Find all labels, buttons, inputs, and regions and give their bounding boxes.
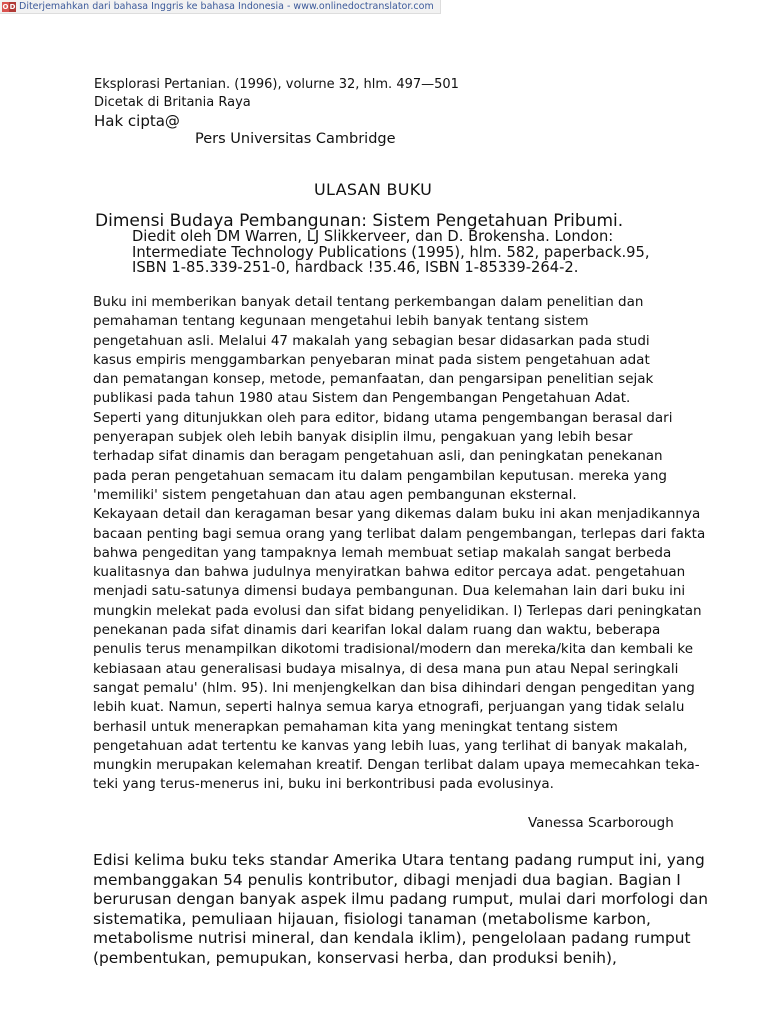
next-review-body [93, 851, 733, 968]
body-line: berhasil untuk menerapkan pemahaman kita yang meningkat tentang sistem [93, 718, 618, 735]
body-line: menjadi satu-satunya dimensi budaya pembangunan. Dua kelemahan lain dari buku ini [93, 583, 686, 600]
body-line: dan pematangan konsep, metode, pemanfaatan, dan pengarsipan penelitian sejak [93, 371, 654, 388]
body-line: Seperti yang ditunjukkan oleh para editor, bidang utama pengembangan berasal dari [93, 409, 673, 426]
body-line: penulis terus menampilkan dikotomi tradisional/modern dan mereka/kita dan kembali ke [93, 641, 694, 658]
book-title: Dimensi Budaya Pembangunan: Sistem Pengetahuan Pribumi. [95, 211, 624, 231]
journal-citation: Eksplorasi Pertanian. (1996), volurne 32, hlm. 497—501 [94, 77, 459, 92]
body-line: membanggakan 54 penulis kontributor, dibagi menjadi dua bagian. Bagian I [93, 870, 681, 889]
body-line: Kekayaan detail dan keragaman besar yang dikemas dalam buku ini akan menjadikannya [93, 506, 701, 523]
translator-banner[interactable] [0, 0, 441, 14]
body-line: kualitasnya dan bahwa judulnya menyiratkan bahwa editor percaya adat. pengetahuan [93, 564, 686, 581]
book-info-line: Intermediate Technology Publications (1995), hlm. 582, paperback.95, [132, 243, 650, 261]
body-line: pengetahuan asli. Melalui 47 makalah yang sebagian besar didasarkan pada studi [93, 332, 650, 349]
body-line: pemahaman tentang kegunaan mengetahui lebih banyak tentang sistem [93, 313, 589, 330]
body-line: sangat pemalu' (hlm. 95). Ini menjengkelkan dan bisa dihindari dengan pengeditan yang [93, 679, 695, 696]
body-line: 'memiliki' sistem pengetahuan dan atau agen pembangunan eksternal. [93, 486, 577, 503]
body-line: mungkin merupakan kelemahan kreatif. Dengan terlibat dalam upaya memecahkan teka- [93, 757, 700, 774]
copyright-notice: Hak cipta@ [94, 112, 180, 130]
body-line: kebiasaan atau generalisasi budaya misalnya, di desa mana pun atau Nepal seringkali [93, 660, 679, 677]
body-line: mungkin melekat pada evolusi dan sifat bidang penyelidikan. I) Terlepas dari peningkatan [93, 602, 702, 619]
body-line: Buku ini memberikan banyak detail tentang perkembangan dalam penelitian dan [93, 294, 644, 310]
body-line: penyerapan subjek oleh lebih banyak disiplin ilmu, pengakuan yang lebih besar [93, 429, 633, 446]
printed-location: Dicetak di Britania Raya [94, 95, 251, 110]
body-line: teki yang terus-menerus ini, buku ini berkontribusi pada evolusinya. [93, 776, 554, 793]
book-publication-info [132, 229, 752, 276]
book-info-line: ISBN 1-85.339-251-0, hardback !35.46, ISBN 1-85339-264-2. [132, 259, 579, 276]
body-line: pada peran pengetahuan semacam itu dalam pengambilan keputusan. mereka yang [93, 467, 667, 484]
publisher-name: Pers Universitas Cambridge [195, 131, 396, 147]
section-heading: ULASAN BUKU [314, 180, 433, 199]
body-line: kasus empiris menggambarkan penyebaran minat pada sistem pengetahuan adat [93, 351, 650, 368]
body-line: terhadap sifat dinamis dan beragam pengetahuan asli, dan peningkatan penekanan [93, 448, 663, 465]
body-line: bahwa pengeditan yang tampaknya lemah membuat setiap makalah sangat berbeda [93, 544, 672, 561]
body-line: penekanan pada sifat dinamis dari kearifan lokal dalam ruang dan waktu, beberapa [93, 622, 661, 639]
book-info-line: Diedit oleh DM Warren, LJ Slikkerveer, dan D. Brokensha. London: [132, 228, 614, 245]
body-line: pengetahuan adat tertentu ke kanvas yang lebih luas, yang terlihat di banyak makalah, [93, 737, 688, 754]
body-line: sistematika, pemuliaan hijauan, fisiologi tanaman (metabolisme karbon, [93, 909, 651, 928]
body-line: lebih kuat. Namun, seperti halnya semua karya etnografi, perjuangan yang tidak selalu [93, 699, 685, 716]
translator-link[interactable]: Diterjemahkan dari bahasa Inggris ke bahasa Indonesia - www.onlinedoctranslator.com [19, 1, 434, 12]
review-body [93, 293, 713, 795]
body-line: metabolisme nutrisi mineral, dan kendala iklim), pengelolaan padang rumput [93, 929, 691, 947]
pdf-translator-icon: O D [2, 2, 16, 11]
body-line: Edisi kelima buku teks standar Amerika Utara tentang padang rumput ini, yang [93, 851, 705, 869]
body-line: bacaan penting bagi semua orang yang terlibat dalam pengembangan, terlepas dari fakta [93, 525, 706, 542]
body-line: publikasi pada tahun 1980 atau Sistem dan Pengembangan Pengetahuan Adat. [93, 390, 631, 407]
body-line: berurusan dengan banyak aspek ilmu padang rumput, mulai dari morfologi dan [93, 890, 709, 908]
reviewer-name: Vanessa Scarborough [528, 815, 674, 831]
body-line: (pembentukan, pemupukan, konservasi herba, dan produksi benih), [93, 948, 617, 967]
